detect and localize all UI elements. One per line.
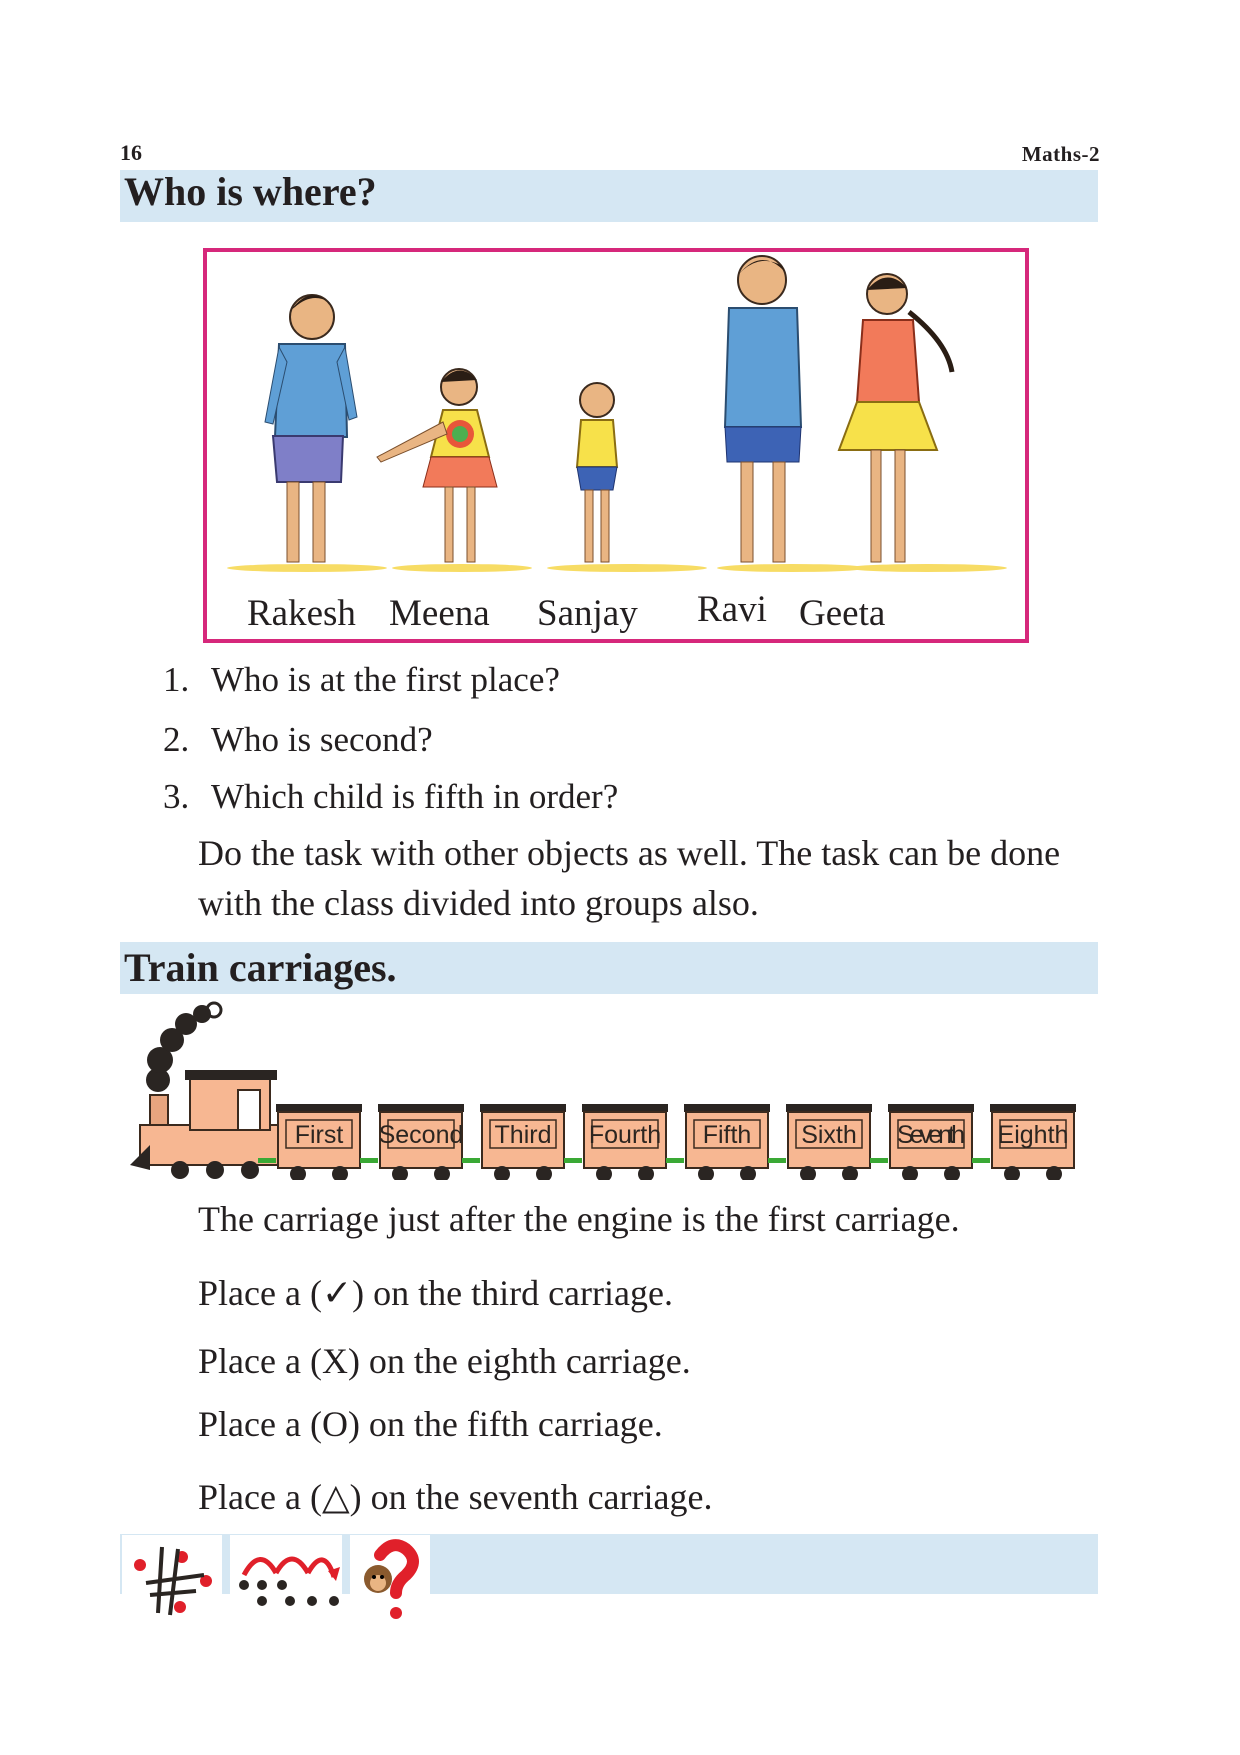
child-name: Meena [389,593,490,634]
carriage-label: Third [494,1121,552,1149]
instruction-text: ) on the fifth carriage. [347,1404,663,1444]
coupling [972,1158,990,1163]
carriage-second [378,1104,464,1180]
meena-figure [377,369,497,562]
check-mark-icon: ✓ [321,1273,353,1314]
question-text: Who is second? [211,720,433,759]
carriage-eighth [990,1104,1076,1180]
question-text: Who is at the first place? [211,660,560,699]
activity-icon-box [122,1535,222,1620]
coupling [258,1158,276,1163]
carriage-first [276,1104,362,1180]
carriage-label: Seventh [897,1121,965,1149]
jumps-arrow-icon [230,1535,342,1620]
activity-icon-box [230,1535,342,1620]
coupling [870,1158,888,1163]
page-number: 16 [120,140,142,165]
instruction-text: ) on the eighth carriage. [347,1341,691,1381]
section-title-band [120,942,1098,994]
counting-sticks-icon [122,1535,222,1620]
instruction-text: Place a ( [198,1273,322,1313]
train-statement: The carriage just after the engine is the first carriage. [198,1199,960,1239]
instruction-text: Place a ( [198,1404,322,1444]
carriage-label: Second [378,1121,464,1149]
monkey-question-icon [350,1535,430,1620]
book-title: Maths-2 [1021,142,1100,166]
child-name: Ravi [697,589,767,630]
instruction [198,1403,663,1445]
coupling [564,1158,582,1163]
coupling [462,1158,480,1163]
triangle-icon: △ [321,1477,350,1518]
children-drawing [207,252,1025,639]
children-illustration [203,248,1029,643]
instruction [198,1340,691,1382]
rakesh-figure [265,295,357,562]
coupling [768,1158,786,1163]
question [163,720,433,760]
carriage-third [480,1104,566,1180]
coupling [360,1158,378,1163]
instruction-text: Place a ( [198,1341,322,1381]
train-illustration [130,1000,1100,1180]
carriage-label: Fourth [588,1121,662,1149]
section-title-who-is-where: Who is where? [124,169,377,214]
carriage-fourth [582,1104,668,1180]
question-number: 3. [163,777,190,816]
ravi-figure [725,256,801,562]
question-text: Which child is fifth in order? [211,777,619,816]
instruction [198,1272,673,1314]
carriage-label: First [294,1121,344,1149]
teacher-note [198,828,1098,928]
instruction-text: ) on the third carriage. [352,1273,673,1313]
child-name: Rakesh [247,593,356,634]
instruction-text: Place a ( [198,1477,322,1517]
note-line: with the class divided into groups also. [198,883,759,923]
geeta-figure [839,274,952,562]
question [163,660,560,700]
child-name: Sanjay [537,593,638,634]
question [163,777,618,817]
circle-symbol: O [321,1404,348,1444]
coupling [666,1158,684,1163]
section-title-band [120,170,1098,222]
instruction-text: ) on the seventh carriage. [349,1477,713,1517]
note-line: Do the task with other objects as well. The task can be done [198,833,1061,873]
carriage-label: Fifth [702,1121,752,1149]
question-number: 2. [163,720,190,759]
child-name: Geeta [799,593,886,634]
activity-icon-box [350,1535,430,1620]
carriage-sixth [786,1104,872,1180]
carriage-fifth [684,1104,770,1180]
instruction [198,1476,712,1518]
cross-symbol: X [321,1341,348,1381]
section-title-train-carriages: Train carriages. [124,945,397,990]
carriage-label: Eighth [997,1121,1069,1149]
question-number: 1. [163,660,190,699]
sanjay-figure [577,383,617,562]
carriage-label: Sixth [801,1121,857,1149]
carriage-seventh [888,1104,974,1180]
